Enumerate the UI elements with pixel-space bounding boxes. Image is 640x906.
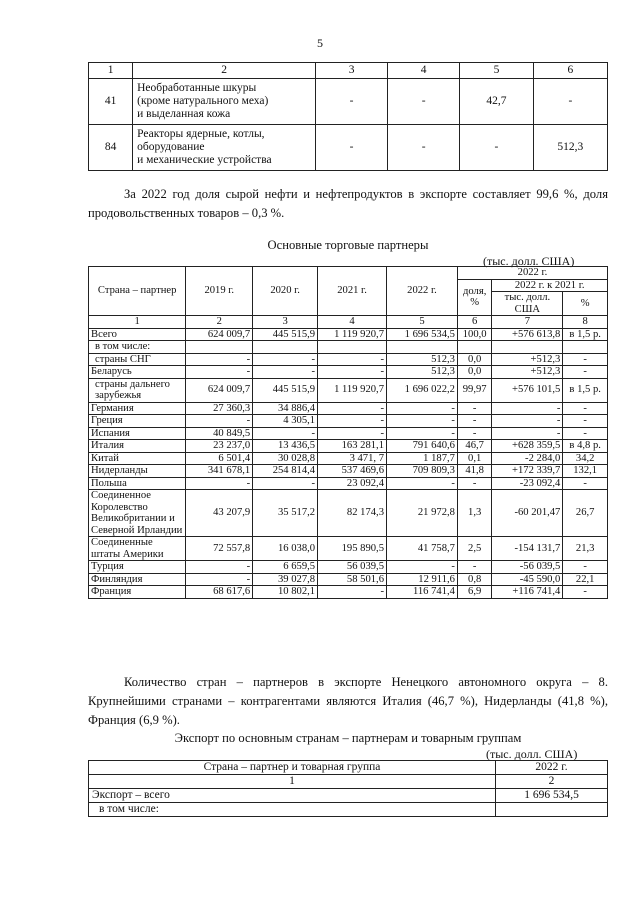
value-cell: 23 237,0 [186,440,253,453]
value-cell: 68 617,6 [186,586,253,599]
value-cell: 41,8 [457,465,491,478]
value-cell: 445 515,9 [253,328,318,341]
column-number: 5 [387,316,458,329]
value-cell: 82 174,3 [318,490,387,537]
value-cell: 6,9 [457,586,491,599]
header-cell: 2 [133,63,316,79]
header-cell: 5 [460,63,534,79]
header-2022: 2022 г. [387,267,458,316]
value-cell: 21,3 [563,537,608,561]
header-cell: 4 [388,63,460,79]
country-name: Испания [89,427,186,440]
value-cell: 13 436,5 [253,440,318,453]
column-number: 7 [492,316,563,329]
value-cell: - [563,366,608,379]
value-cell: - [563,415,608,428]
commodity-name [133,79,316,125]
value-cell: +512,3 [492,366,563,379]
country-name: Финляндия [89,573,186,586]
value-cell: - [387,415,458,428]
table-caption-partners: Основные торговые партнеры [267,238,429,252]
table-row [89,586,608,599]
value-cell: - [563,586,608,599]
country-name: страны дальнего зарубежья [89,378,186,402]
value-cell: 34 886,4 [253,402,318,415]
value-cell: -23 092,4 [492,477,563,490]
column-number: 1 [89,775,496,789]
table-row [89,402,608,415]
table-row [89,537,608,561]
trade-partners-table [88,266,608,599]
value-cell: - [186,366,253,379]
column-number: 1 [89,316,186,329]
value-cell: +116 741,4 [492,586,563,599]
value-cell: -60 201,47 [492,490,563,537]
value-cell: 26,7 [563,490,608,537]
header-cell: 3 [316,63,388,79]
table-row [89,789,608,803]
value-cell: 0,8 [457,573,491,586]
value-cell [186,341,253,354]
header-2021: 2021 г. [318,267,387,316]
value-cell: 6 501,4 [186,452,253,465]
value-cell [492,341,563,354]
country-name: Нидерланды [89,465,186,478]
table-row [89,561,608,574]
header-2019: 2019 г. [186,267,253,316]
value-cell: - [457,477,491,490]
value-cell: 100,0 [457,328,491,341]
header-partner-group: Страна – партнер и товарная группа [89,761,496,775]
value-cell: 21 972,8 [387,490,458,537]
table-header-row [89,63,608,79]
paragraph-export-share: За 2022 год доля сырой нефти и нефтепродуктов в экспорте составляет 99,6 %, доля продовольственных товаров – 0,3 %. [88,187,608,220]
column-number: 2 [496,775,608,789]
value-cell: - [253,427,318,440]
value-cell: 163 281,1 [318,440,387,453]
value-cell: 254 814,4 [253,465,318,478]
header-cell: 6 [533,63,607,79]
value-cell: - [387,402,458,415]
table-row [89,378,608,402]
value-cell: - [186,573,253,586]
header-country: Страна – партнер [89,267,186,316]
value-cell: - [316,79,388,125]
value-cell [457,341,491,354]
table-row [89,125,608,171]
column-number: 6 [457,316,491,329]
value-cell: 35 517,2 [253,490,318,537]
value-cell: -154 131,7 [492,537,563,561]
value-cell: 58 501,6 [318,573,387,586]
value-cell: 2,5 [457,537,491,561]
header-percent: % [563,292,608,316]
value-cell: в 1,5 р. [563,378,608,402]
value-cell: +576 101,5 [492,378,563,402]
value-cell: 34,2 [563,452,608,465]
value-cell: - [318,402,387,415]
country-name: Китай [89,452,186,465]
name-line: Реакторы ядерные, котлы, [137,128,265,140]
name-line: и механические устройства [137,154,272,166]
country-name: Соединенное Королевство Великобритании и Северной Ирландии [89,490,186,537]
paragraph-partners-count: Количество стран – партнеров в экспорте Ненецкого автономного округа – 8. Крупнейшими странами – контрагентами являются Италия (46,7 %), Нидерланды (41,8 %), Франция (6,9 %). [88,675,608,727]
value-cell: 791 640,6 [387,440,458,453]
value-cell: 39 027,8 [253,573,318,586]
header-2020: 2020 г. [253,267,318,316]
value-cell: 1 696 022,2 [387,378,458,402]
name-line: оборудование [137,141,205,153]
value-cell: - [563,561,608,574]
value-cell: - [387,427,458,440]
value-cell: 709 809,3 [387,465,458,478]
value-cell: - [253,353,318,366]
value-cell: +512,3 [492,353,563,366]
row-value [496,803,608,817]
value-cell: - [318,415,387,428]
value-cell: 41 758,7 [387,537,458,561]
country-name: Всего [89,328,186,341]
value-cell: 512,3 [533,125,607,171]
commodity-table-continued [88,62,608,171]
value-cell: - [533,79,607,125]
column-number: 4 [318,316,387,329]
country-name: Германия [89,402,186,415]
table-row [89,465,608,478]
table-row [89,341,608,354]
table-row [89,328,608,341]
header-thous-usd: тыс. долл. США [492,292,563,316]
table-row [89,803,608,817]
header-2022-group: 2022 г. [457,267,607,280]
country-name: Греция [89,415,186,428]
value-cell: +628 359,5 [492,440,563,453]
value-cell: - [563,353,608,366]
value-cell: 1 119 920,7 [318,378,387,402]
column-number: 2 [186,316,253,329]
table-header-row [89,267,608,280]
value-cell: - [318,586,387,599]
table-row [89,427,608,440]
row-value: 1 696 534,5 [496,789,608,803]
commodity-name [133,125,316,171]
country-name: страны СНГ [89,353,186,366]
value-cell: 537 469,6 [318,465,387,478]
value-cell: 1 187,7 [387,452,458,465]
value-cell: - [492,415,563,428]
country-name: Соединенные штаты Америки [89,537,186,561]
value-cell: 0,0 [457,353,491,366]
table-row [89,440,608,453]
value-cell: - [318,353,387,366]
unit-label: (тыс. долл. США) [483,254,575,268]
column-number: 3 [253,316,318,329]
table-row [89,353,608,366]
table-row [89,79,608,125]
value-cell: - [253,366,318,379]
value-cell: 512,3 [387,353,458,366]
value-cell: -2 284,0 [492,452,563,465]
column-number: 8 [563,316,608,329]
value-cell: -45 590,0 [492,573,563,586]
table-row [89,415,608,428]
value-cell: - [492,402,563,415]
name-line: и выделанная кожа [137,108,231,120]
value-cell: - [457,427,491,440]
value-cell: 27 360,3 [186,402,253,415]
column-number-row [89,316,608,329]
value-cell: - [388,125,460,171]
trade-partners-body [89,328,608,598]
table-header-row [89,761,608,775]
country-name: Беларусь [89,366,186,379]
value-cell: +172 339,7 [492,465,563,478]
value-cell: в 1,5 р. [563,328,608,341]
value-cell: 12 911,6 [387,573,458,586]
value-cell [387,341,458,354]
value-cell: 3 471, 7 [318,452,387,465]
header-share: доля, % [457,279,491,316]
value-cell: - [186,353,253,366]
value-cell: 195 890,5 [318,537,387,561]
value-cell: - [457,402,491,415]
name-line: (кроме натурального меха) [137,95,269,107]
value-cell: 341 678,1 [186,465,253,478]
commodity-code: 41 [89,79,133,125]
value-cell: в 4,8 р. [563,440,608,453]
value-cell: - [186,561,253,574]
table-row [89,477,608,490]
value-cell: - [563,427,608,440]
value-cell: +576 613,8 [492,328,563,341]
value-cell: 0,0 [457,366,491,379]
value-cell: 23 092,4 [318,477,387,490]
value-cell: 624 009,7 [186,328,253,341]
value-cell: 624 009,7 [186,378,253,402]
column-number-row [89,775,608,789]
value-cell: - [186,477,253,490]
value-cell: 6 659,5 [253,561,318,574]
value-cell: - [253,477,318,490]
header-2022: 2022 г. [496,761,608,775]
value-cell: 42,7 [460,79,534,125]
country-name: Польша [89,477,186,490]
value-cell: -56 039,5 [492,561,563,574]
value-cell: 4 305,1 [253,415,318,428]
value-cell: - [388,79,460,125]
value-cell: 46,7 [457,440,491,453]
value-cell: - [318,366,387,379]
unit-label: (тыс. долл. США) [486,747,578,761]
value-cell: - [387,561,458,574]
value-cell: 56 039,5 [318,561,387,574]
value-cell: 116 741,4 [387,586,458,599]
country-name: Италия [89,440,186,453]
value-cell: 132,1 [563,465,608,478]
value-cell: - [492,427,563,440]
table-row [89,366,608,379]
value-cell: 0,1 [457,452,491,465]
country-name: Франция [89,586,186,599]
name-line: Необработанные шкуры [137,82,257,94]
value-cell: - [186,415,253,428]
value-cell: 1,3 [457,490,491,537]
value-cell: 10 802,1 [253,586,318,599]
value-cell: 30 028,8 [253,452,318,465]
value-cell: - [387,477,458,490]
commodity-code: 84 [89,125,133,171]
country-name: в том числе: [89,341,186,354]
value-cell: - [460,125,534,171]
value-cell: 43 207,9 [186,490,253,537]
table-row [89,452,608,465]
row-label: Экспорт – всего [89,789,496,803]
value-cell: - [318,427,387,440]
value-cell: 40 849,5 [186,427,253,440]
value-cell: - [563,402,608,415]
value-cell: 99,97 [457,378,491,402]
header-vs-2021: 2022 г. к 2021 г. [492,279,608,292]
country-name: Турция [89,561,186,574]
value-cell: 1 119 920,7 [318,328,387,341]
table-row [89,490,608,537]
value-cell: 72 557,8 [186,537,253,561]
value-cell: 512,3 [387,366,458,379]
value-cell: - [457,561,491,574]
value-cell: 22,1 [563,573,608,586]
value-cell [318,341,387,354]
value-cell [563,341,608,354]
value-cell: 1 696 534,5 [387,328,458,341]
value-cell: - [316,125,388,171]
table-row [89,573,608,586]
table-caption-export: Экспорт по основным странам – партнерам и товарным группам [174,731,522,745]
page-number: 5 [317,36,323,50]
value-cell [253,341,318,354]
export-by-partner-table [88,760,608,817]
value-cell: 16 038,0 [253,537,318,561]
value-cell: - [563,477,608,490]
value-cell: - [457,415,491,428]
header-cell: 1 [89,63,133,79]
row-label: в том числе: [89,803,496,817]
value-cell: 445 515,9 [253,378,318,402]
